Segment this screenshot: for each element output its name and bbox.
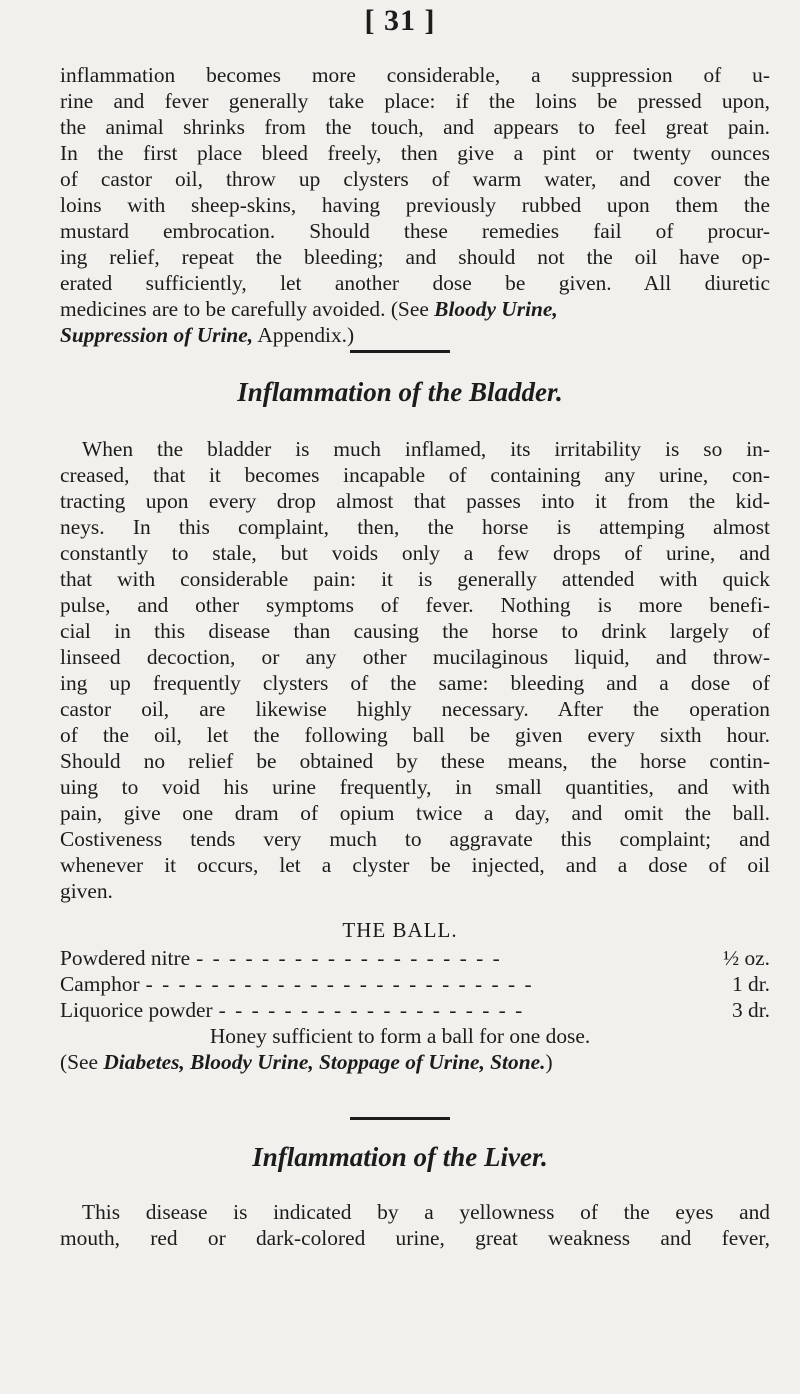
section-heading-liver: Inflammation of the Liver. (252, 1142, 548, 1172)
paragraph-bladder (60, 436, 770, 904)
text-segment: Appendix.) (253, 323, 355, 347)
text-line: linseed decoction, or any other mucilaginous liquid, and throw- (60, 645, 770, 669)
text-line: loins with sheep-skins, having previously rubbed upon them the (60, 193, 770, 217)
text-line: creased, that it becomes incapable of containing any urine, con- (60, 463, 770, 487)
recipe-title: THE BALL. (342, 918, 458, 942)
text-line: the animal shrinks from the touch, and appears to feel great pain. (60, 115, 770, 139)
recipe-quantity: 1 dr. (731, 972, 770, 996)
text-line (60, 322, 770, 348)
see-also-note (60, 1049, 770, 1075)
cross-reference: Diabetes, Bloody Urine, Stoppage of Urine, Stone. (103, 1050, 546, 1074)
text-line: whenever it occurs, let a clyster be injected, and a dose of oil (60, 853, 770, 877)
text-line: When the bladder is much inflamed, its irritability is so in- (82, 437, 770, 461)
text-line: inflammation becomes more considerable, a suppression of u- (60, 63, 770, 87)
text-line: constantly to stale, but voids only a few drops of urine, and (60, 541, 770, 565)
text-line: This disease is indicated by a yellowness of the eyes and (82, 1200, 770, 1224)
text-line: that with considerable pain: it is generally attended with quick (60, 567, 770, 591)
cross-reference: Bloody Urine, (434, 297, 558, 321)
section-divider (350, 1117, 450, 1120)
paragraph-liver (60, 1199, 770, 1251)
section-divider (350, 350, 450, 353)
text-line: mustard embrocation. Should these remedies fail of procur- (60, 219, 770, 243)
section-heading-bladder: Inflammation of the Bladder. (237, 377, 563, 407)
recipe-item: Powdered nitre (60, 946, 191, 970)
text-line: Should no relief be obtained by these means, the horse contin- (60, 749, 770, 773)
text-segment: (See (60, 1050, 104, 1074)
text-segment: medicines are to be carefully avoided. (See (60, 297, 435, 321)
dotted-leader: - - - - - - - - - - - - - - - - - - - (196, 946, 502, 970)
text-line: rine and fever generally take place: if the loins be pressed upon, (60, 89, 770, 113)
text-line: tracting upon every drop almost that passes into it from the kid- (60, 489, 770, 513)
text-line: cial in this disease than causing the horse to drink largely of (60, 619, 770, 643)
text-line: pulse, and other symptoms of fever. Nothing is more benefi- (60, 593, 770, 617)
recipe-quantity: ½ oz. (723, 946, 770, 970)
recipe-row (60, 945, 770, 971)
recipe-quantity: 3 dr. (731, 998, 770, 1022)
text-line: pain, give one dram of opium twice a day, and omit the ball. (60, 801, 770, 825)
recipe-note: Honey sufficient to form a ball for one dose. (209, 1024, 591, 1048)
recipe-item: Camphor (60, 972, 140, 996)
text-line: neys. In this complaint, then, the horse is attemping almost (60, 515, 770, 539)
text-line: castor oil, are likewise highly necessary. After the operation (60, 697, 770, 721)
paragraph-suppression (60, 62, 770, 348)
text-line: Costiveness tends very much to aggravate this complaint; and (60, 827, 770, 851)
recipe-row (60, 971, 770, 997)
text-line: mouth, red or dark-colored urine, great weakness and fever, (60, 1226, 770, 1250)
text-line: ing up frequently clysters of the same: bleeding and a dose of (60, 671, 770, 695)
text-line: ing relief, repeat the bleeding; and should not the oil have op- (60, 245, 770, 269)
text-line: given. (60, 879, 113, 903)
dotted-leader: - - - - - - - - - - - - - - - - - - - (218, 998, 525, 1022)
text-line: of castor oil, throw up clysters of warm water, and cover the (60, 167, 770, 191)
text-line (60, 296, 770, 322)
dotted-leader: - - - - - - - - - - - - - - - - - - - - - - - - (145, 972, 534, 996)
text-line: uing to void his urine frequently, in small quantities, and with (60, 775, 770, 799)
text-line (60, 1049, 770, 1075)
recipe-row (60, 997, 770, 1023)
text-line: In the first place bleed freely, then give a pint or twenty ounces (60, 141, 770, 165)
text-line: erated sufficiently, let another dose be given. All diuretic (60, 271, 770, 295)
cross-reference: Suppression of Urine, (60, 323, 254, 347)
page-number: [ 31 ] (364, 4, 436, 37)
text-line: of the oil, let the following ball be given every sixth hour. (60, 723, 770, 747)
recipe-item: Liquorice powder (60, 998, 213, 1022)
text-segment: ) (545, 1050, 553, 1074)
